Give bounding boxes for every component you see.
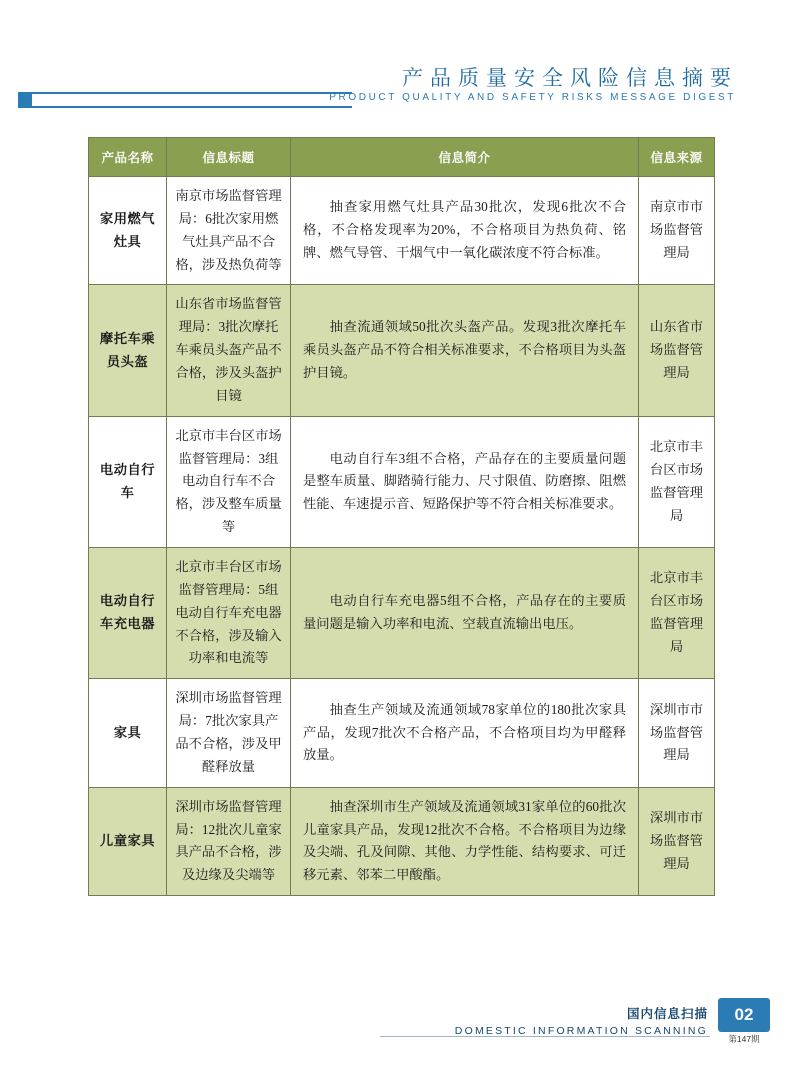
risk-information-table [88,137,715,896]
cell-info-summary: 电动自行车3组不合格，产品存在的主要质量问题是整车质量、脚踏骑行能力、尺寸限值、防磨擦、阻燃性能、车速提示音、短路保护等不符合相关标准要求。 [291,416,639,547]
cell-product-name: 家用燃气灶具 [89,177,167,285]
cell-info-title: 南京市场监督管理局：6批次家用燃气灶具产品不合格，涉及热负荷等 [167,177,291,285]
cell-info-title: 深圳市场监督管理局：12批次儿童家具产品不合格，涉及边缘及尖端等 [167,787,291,895]
footer-section-title: 国内信息扫描 [626,1007,708,1021]
cell-info-summary: 电动自行车充电器5组不合格，产品存在的主要质量问题是输入功率和电流、空载直流输出电压。 [291,548,639,679]
table-row [89,679,715,787]
issue-number: 第147期 [728,1034,760,1044]
page-header [0,62,800,122]
page-number-badge: 02 [718,998,770,1032]
column-header-info-title: 信息标题 [167,138,291,177]
table-row [89,177,715,285]
cell-info-summary: 抽查深圳市生产领域及流通领域31家单位的60批次儿童家具产品，发现12批次不合格。不合格项目为边缘及尖端、孔及间隙、其他、力学性能、结构要求、可迁移元素、邻苯二甲酸酯。 [291,787,639,895]
cell-info-title: 深圳市场监督管理局：7批次家具产品不合格，涉及甲醛释放量 [167,679,291,787]
table-body [89,177,715,896]
column-header-info-source: 信息来源 [639,138,715,177]
header-rule-block [18,92,32,108]
cell-product-name: 摩托车乘员头盔 [89,285,167,416]
table-row [89,787,715,895]
page-subtitle-en: PRODUCT QUALITY AND SAFETY RISKS MESSAGE DIGEST [329,92,736,103]
table-row [89,548,715,679]
cell-product-name: 儿童家具 [89,787,167,895]
cell-product-name: 电动自行车 [89,416,167,547]
cell-info-source: 北京市丰台区市场监督管理局 [639,548,715,679]
cell-info-source: 北京市丰台区市场监督管理局 [639,416,715,547]
page-footer [0,998,800,1056]
cell-info-summary: 抽查家用燃气灶具产品30批次，发现6批次不合格，不合格发现率为20%，不合格项目为热负荷、铭牌、燃气导管、干烟气中一氧化碳浓度不符合标准。 [291,177,639,285]
table-row [89,416,715,547]
cell-info-source: 深圳市市场监督管理局 [639,787,715,895]
cell-info-summary: 抽查流通领域50批次头盔产品。发现3批次摩托车乘员头盔产品不符合相关标准要求，不合格项目为头盔护目镜。 [291,285,639,416]
footer-section-title-en: DOMESTIC INFORMATION SCANNING [454,1025,708,1037]
cell-product-name: 家具 [89,679,167,787]
table-row [89,285,715,416]
column-header-info-summary: 信息简介 [291,138,639,177]
cell-info-title: 山东省市场监督管理局：3批次摩托车乘员头盔产品不合格，涉及头盔护目镜 [167,285,291,416]
page-title: 产品质量安全风险信息摘要 [402,67,738,90]
risk-information-table-wrapper [88,137,714,896]
cell-product-name: 电动自行车充电器 [89,548,167,679]
cell-info-title: 北京市丰台区市场监督管理局：5组电动自行车充电器不合格，涉及输入功率和电流等 [167,548,291,679]
cell-info-summary: 抽查生产领域及流通领域78家单位的180批次家具产品，发现7批次不合格产品，不合格项目均为甲醛释放量。 [291,679,639,787]
table-header-row [89,138,715,177]
cell-info-title: 北京市丰台区市场监督管理局：3组电动自行车不合格，涉及整车质量等 [167,416,291,547]
cell-info-source: 南京市市场监督管理局 [639,177,715,285]
table-header [89,138,715,177]
column-header-product-name: 产品名称 [89,138,167,177]
cell-info-source: 山东省市场监督管理局 [639,285,715,416]
cell-info-source: 深圳市市场监督管理局 [639,679,715,787]
